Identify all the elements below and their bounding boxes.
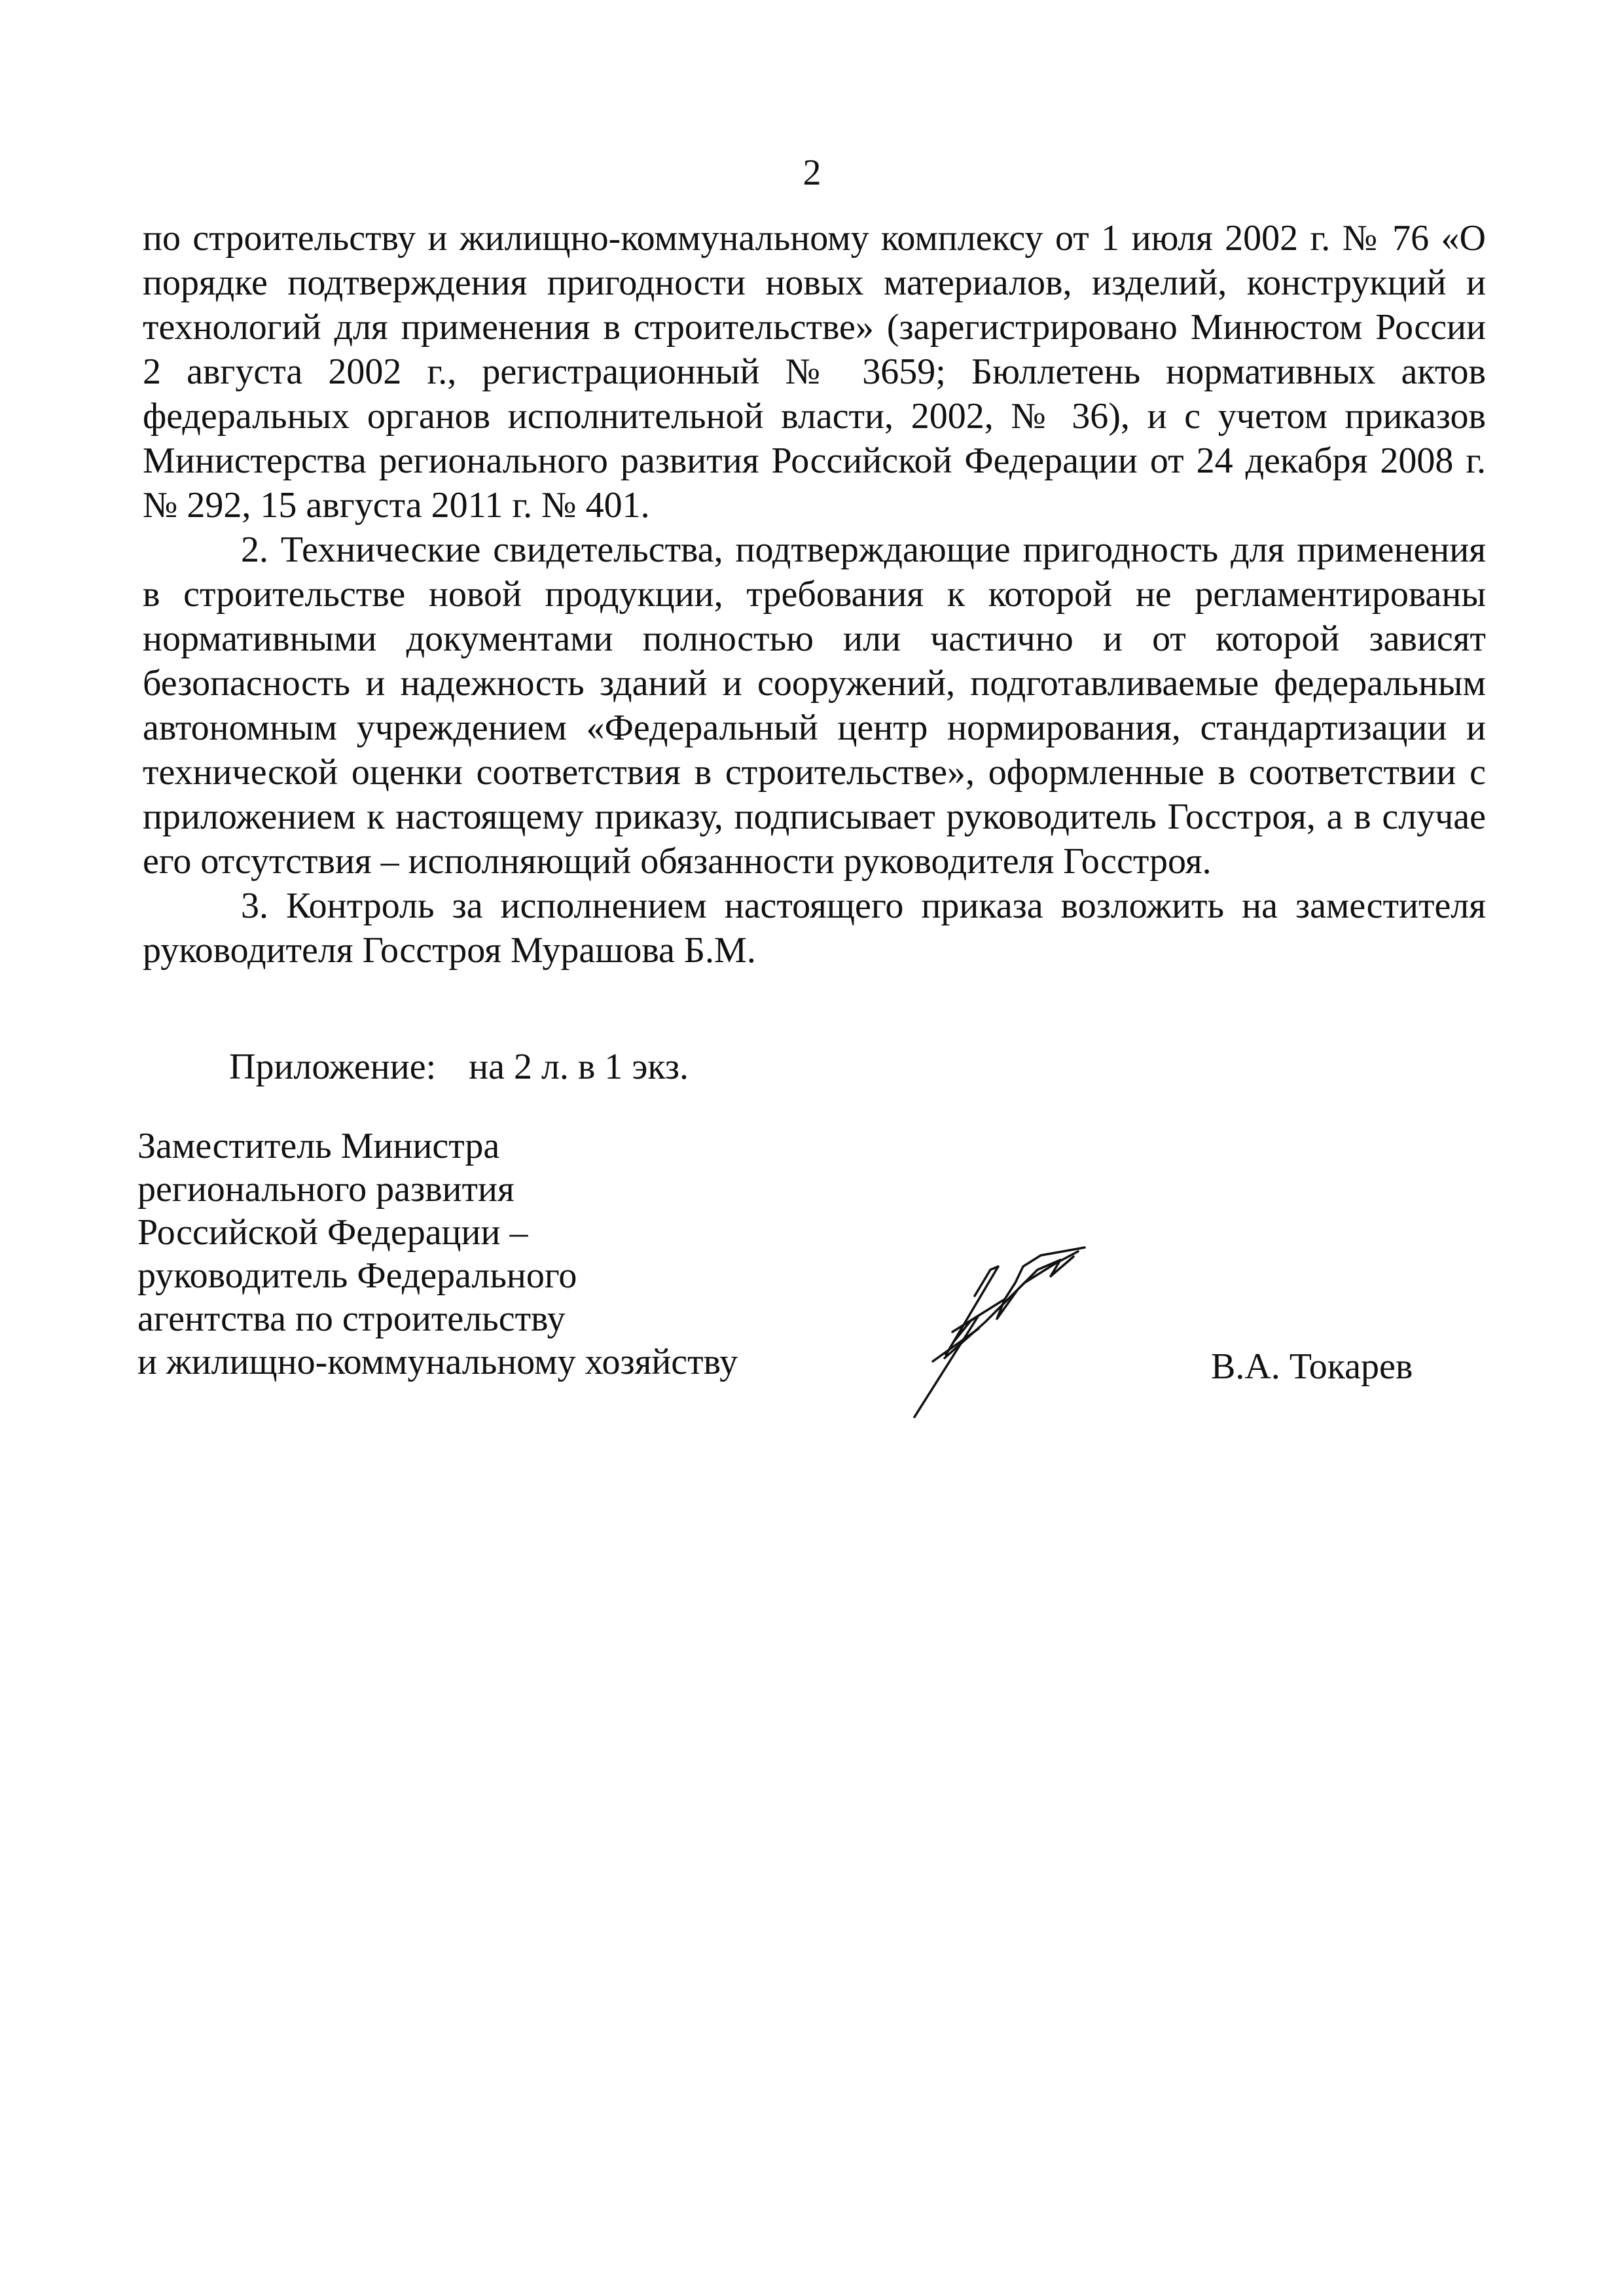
page-number: 2 xyxy=(803,152,821,193)
order-body xyxy=(143,216,1486,973)
appendix-value: на 2 л. в 1 экз. xyxy=(469,1047,689,1087)
signatory-title-line: агентства по строительству xyxy=(137,1299,566,1339)
paragraph-item-3: 3. Контроль за исполнением настоящего приказа возложить на заместителя руководителя Госстроя Мурашова Б.М. xyxy=(143,886,1486,971)
signer-name: В.А. Токарев xyxy=(1211,1346,1413,1387)
appendix-note xyxy=(229,1045,689,1089)
signatory-title-line: руководитель Федерального xyxy=(137,1255,577,1296)
handwritten-signature xyxy=(907,1244,1129,1420)
appendix-label: Приложение: xyxy=(229,1047,437,1087)
signatory-title-line: Российской Федерации – xyxy=(137,1212,528,1253)
paragraph-item-2: 2. Технические свидетельства, подтверждающие пригодность для применения в строительстве новой продукции, требования к которой не регламентированы нормативными документами полностью или частично и от которой зависят безопасность и надежность зданий и сооружений, подготавливаемые федеральным автономным учреждением «Федеральный центр нормирования, стандартизации и технической оценки соответствия в строительстве», оформленные в соответствии с приложением к настоящему приказу, подписывает руководитель Госстроя, а в случае его отсутствия – исполняющий обязанности руководителя Госстроя. xyxy=(143,529,1486,882)
paragraph-continuation: по строительству и жилищно-коммунальному комплексу от 1 июля 2002 г. № 76 «О порядке подтверждения пригодности новых материалов, изделий, конструкций и технологий для применения в строительстве» (зарегистрировано Минюстом России 2 августа 2002 г., регистрационный № 3659; Бюллетень нормативных актов федеральных органов исполнительной власти, 2002, № 36), и с учетом приказов Министерства регионального развития Российской Федерации от 24 декабря 2008 г. № 292, 15 августа 2011 г. № 401. xyxy=(143,218,1486,526)
signatory-title-line: регионального развития xyxy=(137,1169,514,1210)
signatory-title-block xyxy=(137,1124,738,1384)
signatory-title-line: и жилищно-коммунальному хозяйству xyxy=(137,1342,738,1382)
signatory-title-line: Заместитель Министра xyxy=(137,1126,500,1166)
